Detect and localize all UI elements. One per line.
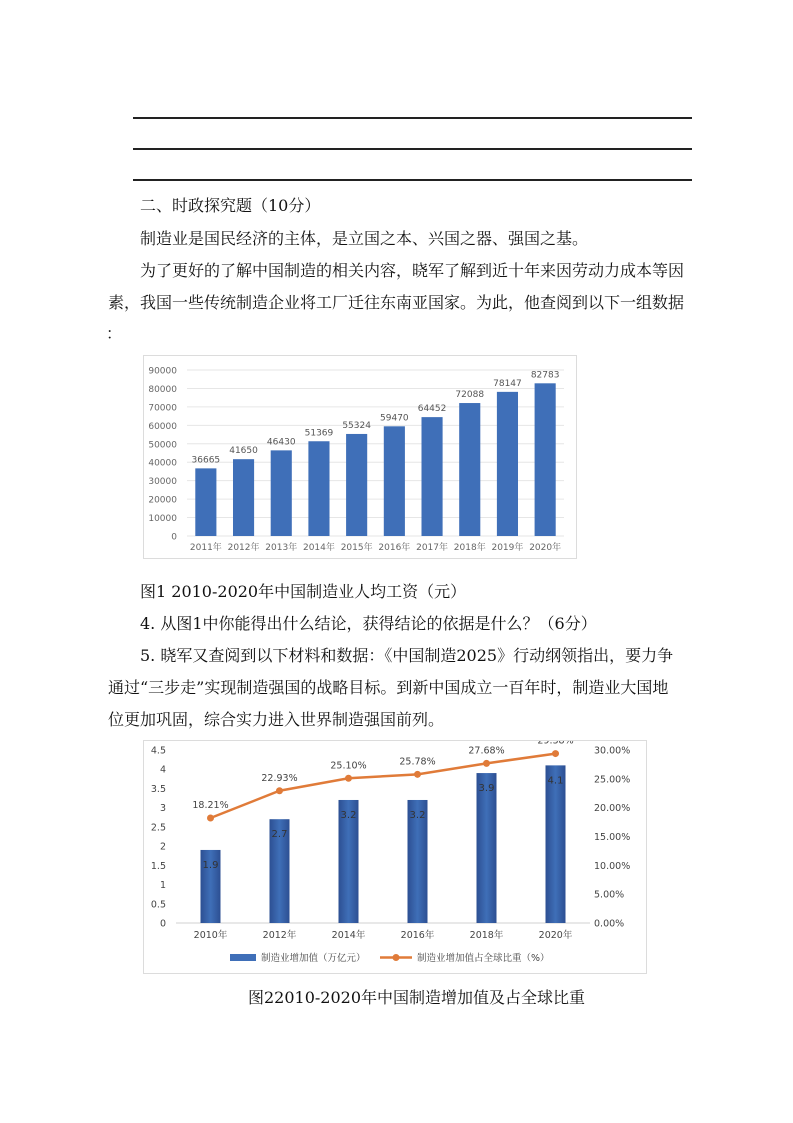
chart1-data-label: 64452 xyxy=(417,404,447,415)
chart2-line-data-label: 25.10% xyxy=(330,760,367,772)
chart2-ytick-right-label: 15.00% xyxy=(594,832,631,843)
question-5-line-1: 5. 晓军又查阅到以下材料和数据：《中国制造2025》行动纲领指出，要力争 xyxy=(140,646,674,665)
chart1-xtick-label: 2020年 xyxy=(529,543,562,553)
chart2-bar-data-label: 1.9 xyxy=(202,859,219,871)
chart1-data-label: 78147 xyxy=(493,378,522,389)
chart1-ytick-label: 40000 xyxy=(148,458,177,469)
chart1-bar xyxy=(195,468,216,536)
question-5-line-2: 通过“三步走”实现制造强国的战略目标。到新中国成立一百年时，制造业大国地 xyxy=(108,678,669,697)
chart1-xtick-label: 2017年 xyxy=(416,543,449,553)
chart2-ytick-left-label: 1 xyxy=(159,880,166,892)
chart2-line-point xyxy=(552,750,559,757)
chart1-xtick-label: 2011年 xyxy=(189,543,222,553)
chart2-line-point xyxy=(276,787,283,794)
chart1-bar xyxy=(459,403,480,536)
chart2-line-data-label: 27.68% xyxy=(468,745,505,757)
chart2-bar-data-label: 2.7 xyxy=(271,829,288,841)
chart2-legend-bar-swatch xyxy=(230,954,256,961)
section-title: 二、时政探究题（10分） xyxy=(140,196,321,215)
chart2-line-point xyxy=(414,771,421,778)
paragraph-line-3: ： xyxy=(106,324,123,343)
chart2-line-data-label: 29.38% xyxy=(537,741,574,747)
intro-text: 制造业是国民经济的主体，是立国之本、兴国之器、强国之基。 xyxy=(140,229,589,248)
chart1-ytick-label: 10000 xyxy=(148,514,177,525)
chart2-xtick-label: 2012年 xyxy=(262,930,297,941)
chart2-ytick-left-label: 4 xyxy=(159,764,166,776)
chart2-xtick-label: 2014年 xyxy=(331,930,366,941)
paragraph-line-2: 素，我国一些传统制造企业将工厂迁往东南亚国家。为此，他查阅到以下一组数据 xyxy=(108,293,685,312)
chart2-ytick-right-label: 30.00% xyxy=(594,745,631,757)
chart1-bar xyxy=(421,417,442,536)
chart1-bar xyxy=(308,441,329,536)
chart1-data-label: 72088 xyxy=(455,390,485,401)
chart1-xtick-label: 2012年 xyxy=(227,543,260,553)
chart2-ytick-right-label: 0.00% xyxy=(594,918,625,930)
rule-line-3 xyxy=(133,179,692,181)
chart2-bar-data-label: 3.9 xyxy=(478,783,495,795)
chart2-xtick-label: 2010年 xyxy=(193,930,228,941)
chart1-bar xyxy=(271,450,292,536)
chart1-data-label: 36665 xyxy=(191,455,221,466)
chart1-data-label: 46430 xyxy=(266,437,296,448)
chart2-line-point xyxy=(483,760,490,767)
chart1-ytick-label: 80000 xyxy=(148,384,177,395)
figure1-svg xyxy=(144,356,576,558)
chart1-xtick-label: 2014年 xyxy=(302,543,335,553)
paragraph-line-1: 为了更好的了解中国制造的相关内容，晓军了解到近十年来因劳动力成本等因 xyxy=(140,261,685,280)
chart2-ytick-left-label: 4.5 xyxy=(150,745,166,757)
chart1-xtick-label: 2013年 xyxy=(265,543,298,553)
chart2-ytick-left-label: 1.5 xyxy=(150,860,166,872)
chart1-data-label: 41650 xyxy=(229,446,258,457)
chart1-bar xyxy=(384,426,405,536)
chart2-bar-data-label: 3.2 xyxy=(340,809,357,821)
chart1-data-label: 51369 xyxy=(304,428,334,439)
figure1-chart xyxy=(143,355,577,559)
chart2-ytick-left-label: 2.5 xyxy=(150,822,166,834)
chart1-xtick-label: 2015年 xyxy=(340,543,373,553)
chart1-data-label: 82783 xyxy=(530,370,560,381)
chart2-xtick-label: 2020年 xyxy=(538,930,573,941)
chart2-bar xyxy=(477,773,497,923)
chart2-line-data-label: 25.78% xyxy=(399,756,436,768)
chart2-line-point xyxy=(345,775,352,782)
chart1-bar xyxy=(346,434,367,536)
chart2-legend-line-label: 制造业增加值占全球比重（%） xyxy=(417,953,550,964)
chart2-legend-bar-label: 制造业增加值（万亿元） xyxy=(261,953,366,964)
chart2-ytick-left-label: 2 xyxy=(159,841,166,853)
chart2-bar xyxy=(546,765,566,923)
chart1-ytick-label: 60000 xyxy=(148,421,177,432)
chart2-line-data-label: 18.21% xyxy=(192,799,229,811)
chart2-line-data-label: 22.93% xyxy=(261,772,298,784)
question-5-line-3: 位更加巩固，综合实力进入世界制造强国前列。 xyxy=(108,710,445,729)
rule-line-1 xyxy=(133,117,692,119)
chart1-bar xyxy=(497,392,518,536)
question-4: 4. 从图1中你能得出什么结论，获得结论的依据是什么？（6分） xyxy=(140,614,597,633)
chart1-data-label: 55324 xyxy=(342,420,371,431)
chart2-ytick-right-label: 5.00% xyxy=(594,889,625,901)
chart2-ytick-left-label: 3.5 xyxy=(150,783,166,795)
chart2-legend-line-marker xyxy=(393,954,400,961)
chart1-data-label: 59470 xyxy=(380,413,409,424)
chart2-line-series xyxy=(211,754,556,818)
chart2-ytick-left-label: 3 xyxy=(159,803,166,815)
chart1-xtick-label: 2019年 xyxy=(491,543,524,553)
chart1-ytick-label: 50000 xyxy=(148,440,177,451)
chart1-xtick-label: 2016年 xyxy=(378,543,411,553)
chart2-xtick-label: 2018年 xyxy=(469,930,504,941)
chart2-ytick-right-label: 25.00% xyxy=(594,774,631,786)
chart1-ytick-label: 90000 xyxy=(148,366,177,377)
figure2-svg xyxy=(144,741,646,973)
figure2-chart xyxy=(143,740,647,974)
figure2-caption: 图22010-2020年中国制造增加值及占全球比重 xyxy=(248,988,586,1007)
chart2-ytick-right-label: 20.00% xyxy=(594,803,631,815)
chart2-line-point xyxy=(207,814,214,821)
chart1-ytick-label: 30000 xyxy=(148,477,177,488)
chart2-ytick-left-label: 0.5 xyxy=(150,899,166,911)
chart2-ytick-left-label: 0 xyxy=(159,918,166,930)
chart2-bar-data-label: 3.2 xyxy=(409,809,426,821)
chart2-xtick-label: 2016年 xyxy=(400,930,435,941)
chart1-ytick-label: 0 xyxy=(171,532,177,543)
chart1-xtick-label: 2018年 xyxy=(453,543,486,553)
chart1-bar xyxy=(233,459,254,536)
chart1-bar xyxy=(535,383,556,536)
chart2-bar-data-label: 4.1 xyxy=(547,775,564,787)
chart1-ytick-label: 70000 xyxy=(148,403,177,414)
chart2-ytick-right-label: 10.00% xyxy=(594,860,631,872)
rule-line-2 xyxy=(133,148,692,150)
chart1-ytick-label: 20000 xyxy=(148,495,177,506)
figure1-caption: 图1 2010-2020年中国制造业人均工资（元） xyxy=(140,582,467,601)
